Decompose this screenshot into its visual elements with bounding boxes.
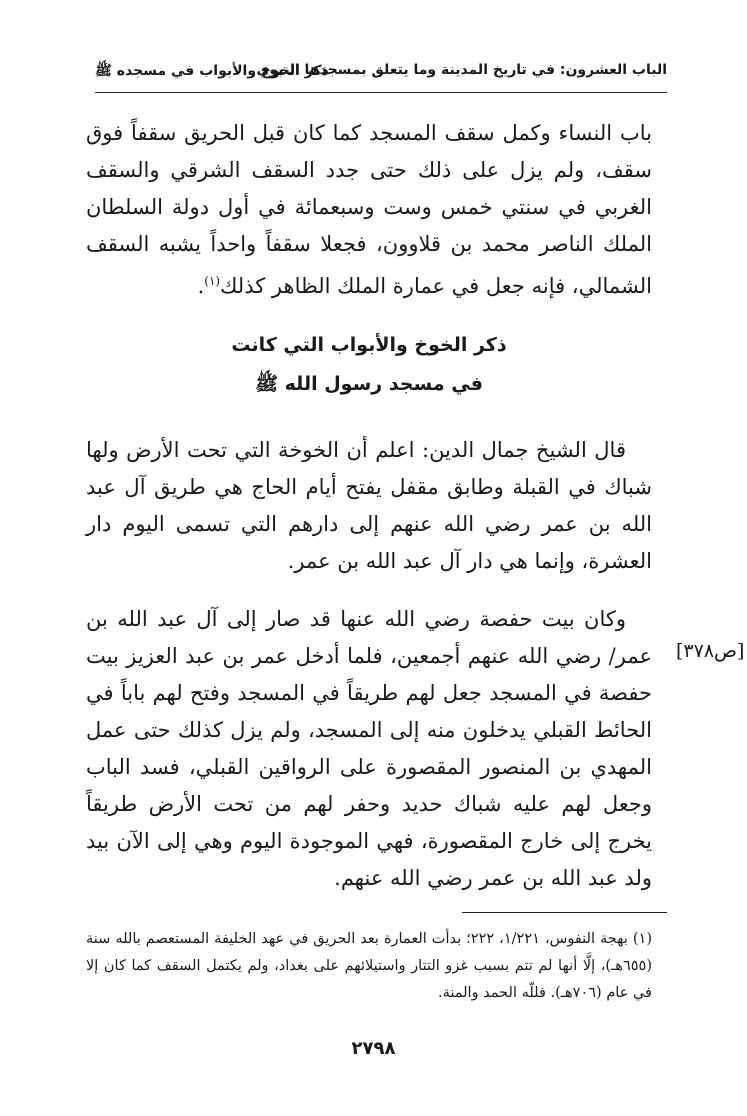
- running-header: [95, 58, 667, 90]
- footnote-1: (١) بهجة النفوس، ١/٢٢١، ٢٢٢؛ بدأت العمارة بعد الحريق في عهد الخليفة المستعصم بالله سنة (٦٥٥هـ)، إلَّا أنها لم تتم بسبب غزو التتار واستيلائهم على بغداد، ولم يكتمل السقف كما كان إلا في عام (٧٠٦هـ). فللّه الحمد والمنة.: [86, 931, 653, 1001]
- paragraph-2: قال الشيخ جمال الدين: اعلم أن الخوخة التي تحت الأرض ولها شباك في القبلة وطابق مقفل يفتح أيام الحاج هي طريق آل عبد الله بن عمر رضي الله عنهم إلى دارهم التي تسمى اليوم دار العشرة، وإنما هي دار آل عبد الله بن عمر.: [86, 438, 652, 573]
- header-chapter-title: الباب العشرون: في تاريخ المدينة وما يتعلق بمسجدها النبوي: [256, 62, 667, 78]
- footnote-divider: [462, 912, 667, 913]
- section-heading-line-1: ذكر الخوخ والأبواب التي كانت: [231, 334, 507, 356]
- paragraph-1-text: باب النساء وكمل سقف المسجد كما كان قبل الحريق سقفاً فوق سقف، ولم يزل على ذلك حتى جدد السقف الشرقي والسقف الغربي في سنتي خمس وست وسبعمائة في أول دولة السلطان الملك الناصر محمد بن قلاوون، فجعلا سقفاً واحداً يشبه السقف الشمالي، فإنه جعل في عمارة الملك الظاهر كذلك: [86, 121, 652, 298]
- section-heading-line-2: في مسجد رسول الله ﷺ: [255, 373, 483, 395]
- margin-page-reference: [ص٣٧٨]: [676, 640, 745, 662]
- paragraph-3: وكان بيت حفصة رضي الله عنها قد صار إلى آل عبد الله بن عمر/ رضي الله عنهم أجمعين، فلما أدخل عمر بن عبد العزيز بيت حفصة في المسجد جعل لهم طريقاً في المسجد وفتح لهم باباً في الحائط القبلي يدخلون منه إلى المسجد، ولم يزل كذلك حتى عمل المهدي بن المنصور المقصورة على الرواقين القبلي، فسد الباب وجعل لهم عليه شباك حديد وحفر لهم من تحت الأرض طريقاً يخرج إلى خارج المقصورة، فهي الموجودة اليوم وهي إلى الآن بيد ولد عبد الله بن عمر رضي الله عنهم.: [86, 607, 652, 890]
- paragraph-1-end: .: [197, 274, 205, 298]
- page-number: ٢٧٩٨: [351, 1038, 396, 1059]
- header-divider: [95, 92, 667, 93]
- footnote-ref-1: (١): [204, 274, 221, 288]
- header-section-title: ذكر الخوخ والأبواب في مسجده ﷺ: [95, 63, 329, 79]
- paragraph-1: [86, 115, 652, 305]
